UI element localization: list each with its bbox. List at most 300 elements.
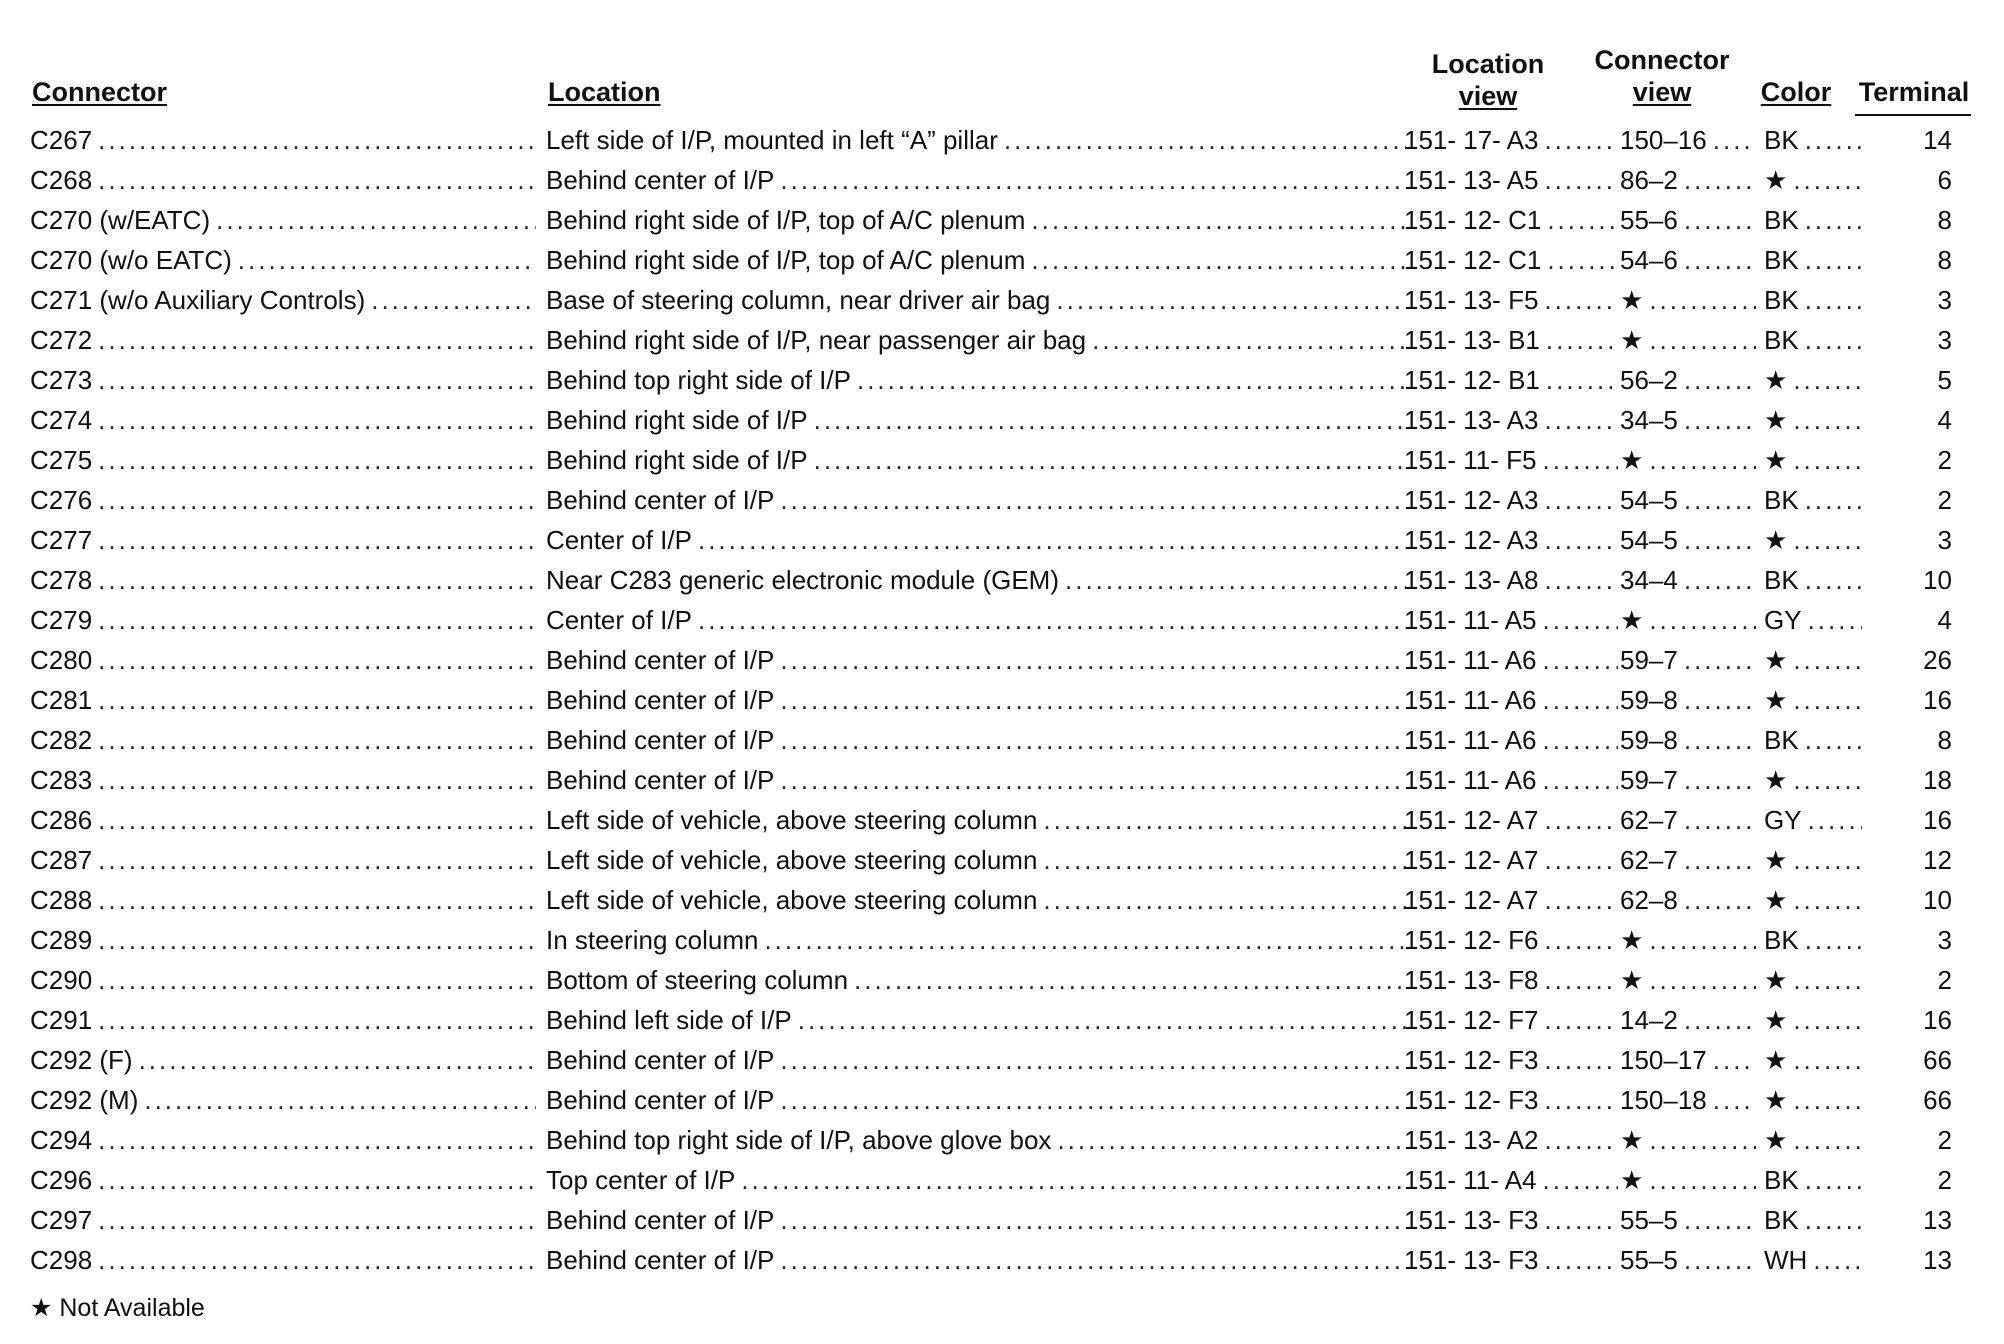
dot-leader: [1649, 960, 1756, 1000]
cell-location: Left side of vehicle, above steering column .....: [546, 840, 1406, 880]
dot-leader: [1547, 240, 1618, 280]
cell-location-view: 151- 12- F3 .....: [1404, 1040, 1618, 1080]
cell-location: Behind left side of I/P .....: [546, 1000, 1406, 1040]
cell-location-view: 151- 11- A4 .....: [1404, 1160, 1618, 1200]
dot-leader: [780, 680, 1406, 720]
cell-location-view: 151- 12- A3 .....: [1404, 480, 1618, 520]
cell-location-view: 151- 12- C1 .....: [1404, 200, 1618, 240]
dot-leader: [1543, 600, 1618, 640]
cell-color: BK .....: [1756, 1200, 1862, 1240]
dot-leader: [1544, 1040, 1618, 1080]
cell-terminal: 3: [1937, 325, 1952, 355]
dot-leader: [1543, 640, 1618, 680]
dot-leader: [1649, 320, 1756, 360]
cell-location: Behind center of I/P .....: [546, 1040, 1406, 1080]
dot-leader: [1649, 440, 1756, 480]
dot-leader: [1057, 1120, 1406, 1160]
dot-leader: [1031, 200, 1406, 240]
cell-location: Behind center of I/P .....: [546, 640, 1406, 680]
dot-leader: [98, 1160, 536, 1200]
cell-connector-view: 86–2 .....: [1620, 160, 1756, 200]
table-row: [0, 280, 2004, 320]
cell-location: Behind right side of I/P, top of A/C plenum .....: [546, 200, 1406, 240]
dot-leader: [98, 1120, 536, 1160]
dot-leader: [1805, 240, 1862, 280]
dot-leader: [1684, 1240, 1756, 1280]
dot-leader: [1793, 360, 1862, 400]
cell-connector: C294 .....: [30, 1120, 536, 1160]
cell-connector-view: 55–5 .....: [1620, 1240, 1756, 1280]
cell-location: Top center of I/P .....: [546, 1160, 1406, 1200]
cell-connector: C272 .....: [30, 320, 536, 360]
table-row: [0, 680, 2004, 720]
cell-color: ★ .....: [1756, 880, 1862, 920]
cell-terminal: 3: [1937, 925, 1952, 955]
cell-connector: C291 .....: [30, 1000, 536, 1040]
dot-leader: [1649, 280, 1756, 320]
cell-color: WH .....: [1756, 1240, 1862, 1280]
dot-leader: [1543, 720, 1618, 760]
dot-leader: [780, 1080, 1406, 1120]
dot-leader: [1805, 200, 1862, 240]
dot-leader: [98, 640, 536, 680]
header-terminal-rule: [1855, 114, 1971, 116]
cell-color: GY .....: [1756, 800, 1862, 840]
cell-location-view: 151- 12- A7 .....: [1404, 800, 1618, 840]
cell-location: Behind center of I/P .....: [546, 480, 1406, 520]
header-color: Color: [1760, 77, 1832, 107]
dot-leader: [98, 480, 536, 520]
cell-location-view: 151- 13- A3 .....: [1404, 400, 1618, 440]
dot-leader: [1684, 840, 1756, 880]
cell-connector: C277 .....: [30, 520, 536, 560]
cell-terminal: 66: [1923, 1045, 1952, 1075]
cell-location-view: 151- 12- A3 .....: [1404, 520, 1618, 560]
cell-location: Near C283 generic electronic module (GEM) .....: [546, 560, 1406, 600]
table-row: [0, 640, 2004, 680]
dot-leader: [1793, 1000, 1862, 1040]
dot-leader: [1813, 1240, 1862, 1280]
header-connector-view: Connector view: [1594, 45, 1730, 107]
dot-leader: [1544, 1080, 1618, 1120]
cell-connector: C280 .....: [30, 640, 536, 680]
cell-connector: C286 .....: [30, 800, 536, 840]
dot-leader: [1004, 120, 1406, 160]
cell-terminal: 12: [1923, 845, 1952, 875]
cell-terminal: 2: [1937, 1165, 1952, 1195]
dot-leader: [98, 120, 536, 160]
cell-connector: C267 .....: [30, 120, 536, 160]
cell-color: ★ .....: [1756, 1040, 1862, 1080]
dot-leader: [1544, 920, 1618, 960]
dot-leader: [371, 280, 536, 320]
cell-connector-view: 150–17 .....: [1620, 1040, 1756, 1080]
dot-leader: [1805, 1200, 1862, 1240]
dot-leader: [1684, 400, 1756, 440]
dot-leader: [780, 720, 1406, 760]
dot-leader: [98, 1000, 536, 1040]
dot-leader: [1684, 200, 1756, 240]
cell-terminal: 2: [1937, 485, 1952, 515]
dot-leader: [1547, 200, 1618, 240]
cell-location-view: 151- 12- F3 .....: [1404, 1080, 1618, 1120]
cell-terminal: 4: [1937, 605, 1952, 635]
dot-leader: [1684, 880, 1756, 920]
cell-connector-view: 54–5 .....: [1620, 480, 1756, 520]
table-row: [0, 880, 2004, 920]
dot-leader: [1684, 640, 1756, 680]
cell-connector: C276 .....: [30, 480, 536, 520]
cell-connector-view: 34–5 .....: [1620, 400, 1756, 440]
dot-leader: [98, 840, 536, 880]
dot-leader: [780, 1200, 1406, 1240]
dot-leader: [98, 880, 536, 920]
cell-location: Behind center of I/P .....: [546, 1240, 1406, 1280]
dot-leader: [1684, 680, 1756, 720]
cell-location: Center of I/P .....: [546, 520, 1406, 560]
cell-terminal: 4: [1937, 405, 1952, 435]
table-row: [0, 1040, 2004, 1080]
cell-terminal: 18: [1923, 765, 1952, 795]
cell-location: Behind center of I/P .....: [546, 160, 1406, 200]
dot-leader: [741, 1160, 1406, 1200]
dot-leader: [98, 520, 536, 560]
table-row: [0, 920, 2004, 960]
dot-leader: [1544, 1240, 1618, 1280]
cell-location-view: 151- 11- A6 .....: [1404, 760, 1618, 800]
cell-connector: C278 .....: [30, 560, 536, 600]
cell-connector-view: ★ .....: [1620, 1120, 1756, 1160]
dot-leader: [1544, 880, 1618, 920]
dot-leader: [1649, 1120, 1756, 1160]
cell-connector: C275 .....: [30, 440, 536, 480]
table-row: [0, 200, 2004, 240]
cell-connector-view: 34–4 .....: [1620, 560, 1756, 600]
dot-leader: [98, 400, 536, 440]
cell-location-view: 151- 12- A7 .....: [1404, 840, 1618, 880]
cell-connector-view: ★ .....: [1620, 280, 1756, 320]
cell-connector-view: 54–5 .....: [1620, 520, 1756, 560]
cell-connector: C292 (F) .....: [30, 1040, 536, 1080]
cell-connector: C282 .....: [30, 720, 536, 760]
cell-connector-view: 150–16 .....: [1620, 120, 1756, 160]
header-location: Location: [548, 77, 661, 107]
cell-location-view: 151- 13- A2 .....: [1404, 1120, 1618, 1160]
cell-connector-view: 54–6 .....: [1620, 240, 1756, 280]
cell-connector-view: ★ .....: [1620, 960, 1756, 1000]
cell-location-view: 151- 11- A6 .....: [1404, 640, 1618, 680]
cell-connector-view: 59–7 .....: [1620, 760, 1756, 800]
dot-leader: [98, 920, 536, 960]
table-row: [0, 1080, 2004, 1120]
cell-location: Behind center of I/P .....: [546, 1200, 1406, 1240]
dot-leader: [1542, 440, 1618, 480]
dot-leader: [814, 440, 1406, 480]
dot-leader: [1546, 320, 1618, 360]
dot-leader: [144, 1080, 536, 1120]
dot-leader: [1793, 160, 1862, 200]
dot-leader: [854, 960, 1406, 1000]
cell-terminal: 8: [1937, 245, 1952, 275]
dot-leader: [1649, 1160, 1756, 1200]
cell-color: GY .....: [1756, 600, 1862, 640]
dot-leader: [1544, 960, 1618, 1000]
cell-connector: C268 .....: [30, 160, 536, 200]
cell-connector-view: 55–5 .....: [1620, 1200, 1756, 1240]
cell-location-view: 151- 17- A3 .....: [1404, 120, 1618, 160]
dot-leader: [98, 720, 536, 760]
cell-terminal: 8: [1937, 725, 1952, 755]
table-row: [0, 720, 2004, 760]
cell-connector-view: ★ .....: [1620, 320, 1756, 360]
cell-connector-view: 56–2 .....: [1620, 360, 1756, 400]
dot-leader: [1544, 400, 1618, 440]
cell-location-view: 151- 13- B1 .....: [1404, 320, 1618, 360]
dot-leader: [1544, 840, 1618, 880]
dot-leader: [1684, 1000, 1756, 1040]
dot-leader: [1043, 840, 1406, 880]
cell-connector-view: 62–7 .....: [1620, 800, 1756, 840]
dot-leader: [1544, 1120, 1618, 1160]
dot-leader: [1793, 960, 1862, 1000]
dot-leader: [1544, 520, 1618, 560]
cell-connector-view: 150–18 .....: [1620, 1080, 1756, 1120]
cell-terminal: 2: [1937, 1125, 1952, 1155]
dot-leader: [1546, 360, 1618, 400]
dot-leader: [1805, 120, 1862, 160]
cell-terminal: 5: [1937, 365, 1952, 395]
dot-leader: [1684, 800, 1756, 840]
cell-terminal: 10: [1923, 565, 1952, 595]
cell-connector-view: 59–8 .....: [1620, 680, 1756, 720]
cell-color: BK .....: [1756, 1160, 1862, 1200]
cell-color: ★ .....: [1756, 400, 1862, 440]
dot-leader: [780, 640, 1406, 680]
dot-leader: [1684, 240, 1756, 280]
dot-leader: [98, 440, 536, 480]
cell-connector: C289 .....: [30, 920, 536, 960]
cell-connector: C274 .....: [30, 400, 536, 440]
cell-location-view: 151- 13- A8 .....: [1404, 560, 1618, 600]
dot-leader: [1713, 1080, 1756, 1120]
dot-leader: [1713, 120, 1756, 160]
cell-color: ★ .....: [1756, 520, 1862, 560]
table-row: [0, 320, 2004, 360]
cell-color: ★ .....: [1756, 360, 1862, 400]
cell-color: ★ .....: [1756, 1000, 1862, 1040]
cell-location-view: 151- 13- F3 .....: [1404, 1240, 1618, 1280]
dot-leader: [1805, 1160, 1862, 1200]
cell-location-view: 151- 13- F8 .....: [1404, 960, 1618, 1000]
table-row: [0, 1200, 2004, 1240]
cell-color: ★ .....: [1756, 840, 1862, 880]
cell-color: ★ .....: [1756, 160, 1862, 200]
cell-location: Left side of vehicle, above steering column .....: [546, 880, 1406, 920]
dot-leader: [1684, 360, 1756, 400]
cell-location: Behind center of I/P .....: [546, 1080, 1406, 1120]
table-row: [0, 240, 2004, 280]
cell-location: Behind right side of I/P .....: [546, 440, 1406, 480]
dot-leader: [1805, 280, 1862, 320]
dot-leader: [1544, 1000, 1618, 1040]
cell-terminal: 6: [1937, 165, 1952, 195]
table-row: [0, 960, 2004, 1000]
dot-leader: [238, 240, 536, 280]
cell-connector: C270 (w/o EATC) .....: [30, 240, 536, 280]
cell-connector-view: ★ .....: [1620, 440, 1756, 480]
cell-location: Bottom of steering column .....: [546, 960, 1406, 1000]
cell-location: Behind center of I/P .....: [546, 720, 1406, 760]
header-location-view: Location view: [1431, 49, 1545, 111]
dot-leader: [1793, 520, 1862, 560]
dot-leader: [1544, 560, 1618, 600]
dot-leader: [798, 1000, 1406, 1040]
dot-leader: [1684, 1200, 1756, 1240]
cell-location-view: 151- 12- F6 .....: [1404, 920, 1618, 960]
cell-terminal: 16: [1923, 805, 1952, 835]
dot-leader: [1544, 800, 1618, 840]
cell-location-view: 151- 11- A5 .....: [1404, 600, 1618, 640]
table-row: [0, 400, 2004, 440]
table-row: [0, 360, 2004, 400]
cell-connector: C292 (M) .....: [30, 1080, 536, 1120]
table-row: [0, 800, 2004, 840]
dot-leader: [1805, 920, 1862, 960]
cell-connector-view: 55–6 .....: [1620, 200, 1756, 240]
cell-terminal: 26: [1923, 645, 1952, 675]
cell-connector: C279 .....: [30, 600, 536, 640]
dot-leader: [857, 360, 1406, 400]
dot-leader: [98, 1240, 536, 1280]
dot-leader: [98, 800, 536, 840]
cell-color: ★ .....: [1756, 760, 1862, 800]
cell-connector-view: 62–8 .....: [1620, 880, 1756, 920]
dot-leader: [1043, 800, 1406, 840]
cell-connector-view: 59–8 .....: [1620, 720, 1756, 760]
cell-color: BK .....: [1756, 560, 1862, 600]
table-row: [0, 440, 2004, 480]
dot-leader: [98, 160, 536, 200]
dot-leader: [1544, 120, 1618, 160]
dot-leader: [1713, 1040, 1756, 1080]
dot-leader: [1793, 880, 1862, 920]
dot-leader: [698, 520, 1406, 560]
cell-color: BK .....: [1756, 480, 1862, 520]
cell-location: Left side of I/P, mounted in left “A” pillar .....: [546, 120, 1406, 160]
dot-leader: [780, 160, 1406, 200]
cell-color: ★ .....: [1756, 960, 1862, 1000]
dot-leader: [98, 760, 536, 800]
cell-terminal: 14: [1923, 125, 1952, 155]
cell-color: ★ .....: [1756, 1120, 1862, 1160]
dot-leader: [1543, 760, 1618, 800]
header-connector: Connector: [32, 77, 167, 107]
dot-leader: [1808, 600, 1862, 640]
cell-location: In steering column .....: [546, 920, 1406, 960]
cell-connector: C298 .....: [30, 1240, 536, 1280]
cell-terminal: 10: [1923, 885, 1952, 915]
cell-location: Behind top right side of I/P .....: [546, 360, 1406, 400]
cell-color: BK .....: [1756, 280, 1862, 320]
cell-terminal: 13: [1923, 1205, 1952, 1235]
cell-connector-view: 59–7 .....: [1620, 640, 1756, 680]
cell-location: Behind center of I/P .....: [546, 760, 1406, 800]
dot-leader: [1805, 320, 1862, 360]
dot-leader: [1543, 680, 1618, 720]
cell-location-view: 151- 12- A7 .....: [1404, 880, 1618, 920]
header-terminal: Terminal: [1858, 77, 1970, 107]
cell-location: Left side of vehicle, above steering column .....: [546, 800, 1406, 840]
dot-leader: [1649, 920, 1756, 960]
cell-color: BK .....: [1756, 200, 1862, 240]
table-row: [0, 760, 2004, 800]
dot-leader: [1544, 160, 1618, 200]
cell-location: Base of steering column, near driver air bag .....: [546, 280, 1406, 320]
table-row: [0, 560, 2004, 600]
cell-location: Behind center of I/P .....: [546, 680, 1406, 720]
dot-leader: [1092, 320, 1406, 360]
cell-color: BK .....: [1756, 320, 1862, 360]
dot-leader: [1649, 600, 1756, 640]
dot-leader: [1684, 480, 1756, 520]
dot-leader: [1805, 480, 1862, 520]
dot-leader: [98, 320, 536, 360]
dot-leader: [1684, 760, 1756, 800]
cell-color: ★ .....: [1756, 680, 1862, 720]
cell-connector: C283 .....: [30, 760, 536, 800]
cell-terminal: 2: [1937, 965, 1952, 995]
dot-leader: [1544, 280, 1618, 320]
dot-leader: [1684, 720, 1756, 760]
cell-location-view: 151- 11- A6 .....: [1404, 720, 1618, 760]
cell-location: Center of I/P .....: [546, 600, 1406, 640]
dot-leader: [1793, 840, 1862, 880]
table-row: [0, 840, 2004, 880]
dot-leader: [1684, 520, 1756, 560]
cell-location-view: 151- 12- C1 .....: [1404, 240, 1618, 280]
cell-connector: C287 .....: [30, 840, 536, 880]
cell-connector-view: ★ .....: [1620, 1160, 1756, 1200]
dot-leader: [1065, 560, 1406, 600]
dot-leader: [1793, 440, 1862, 480]
dot-leader: [98, 560, 536, 600]
dot-leader: [780, 760, 1406, 800]
dot-leader: [216, 200, 536, 240]
cell-location-view: 151- 12- F7 .....: [1404, 1000, 1618, 1040]
cell-location-view: 151- 11- A6 .....: [1404, 680, 1618, 720]
cell-connector: C290 .....: [30, 960, 536, 1000]
cell-location-view: 151- 13- A5 .....: [1404, 160, 1618, 200]
cell-connector: C297 .....: [30, 1200, 536, 1240]
cell-location-view: 151- 11- F5 .....: [1404, 440, 1618, 480]
dot-leader: [98, 360, 536, 400]
dot-leader: [1793, 1080, 1862, 1120]
dot-leader: [98, 960, 536, 1000]
cell-terminal: 13: [1923, 1245, 1952, 1275]
dot-leader: [1793, 760, 1862, 800]
table-row: [0, 1000, 2004, 1040]
cell-connector-view: ★ .....: [1620, 600, 1756, 640]
cell-terminal: 3: [1937, 285, 1952, 315]
table-row: [0, 520, 2004, 560]
dot-leader: [1684, 560, 1756, 600]
dot-leader: [139, 1040, 536, 1080]
dot-leader: [814, 400, 1406, 440]
dot-leader: [1544, 1200, 1618, 1240]
cell-location-view: 151- 13- F3 .....: [1404, 1200, 1618, 1240]
cell-terminal: 16: [1923, 685, 1952, 715]
dot-leader: [1808, 800, 1862, 840]
